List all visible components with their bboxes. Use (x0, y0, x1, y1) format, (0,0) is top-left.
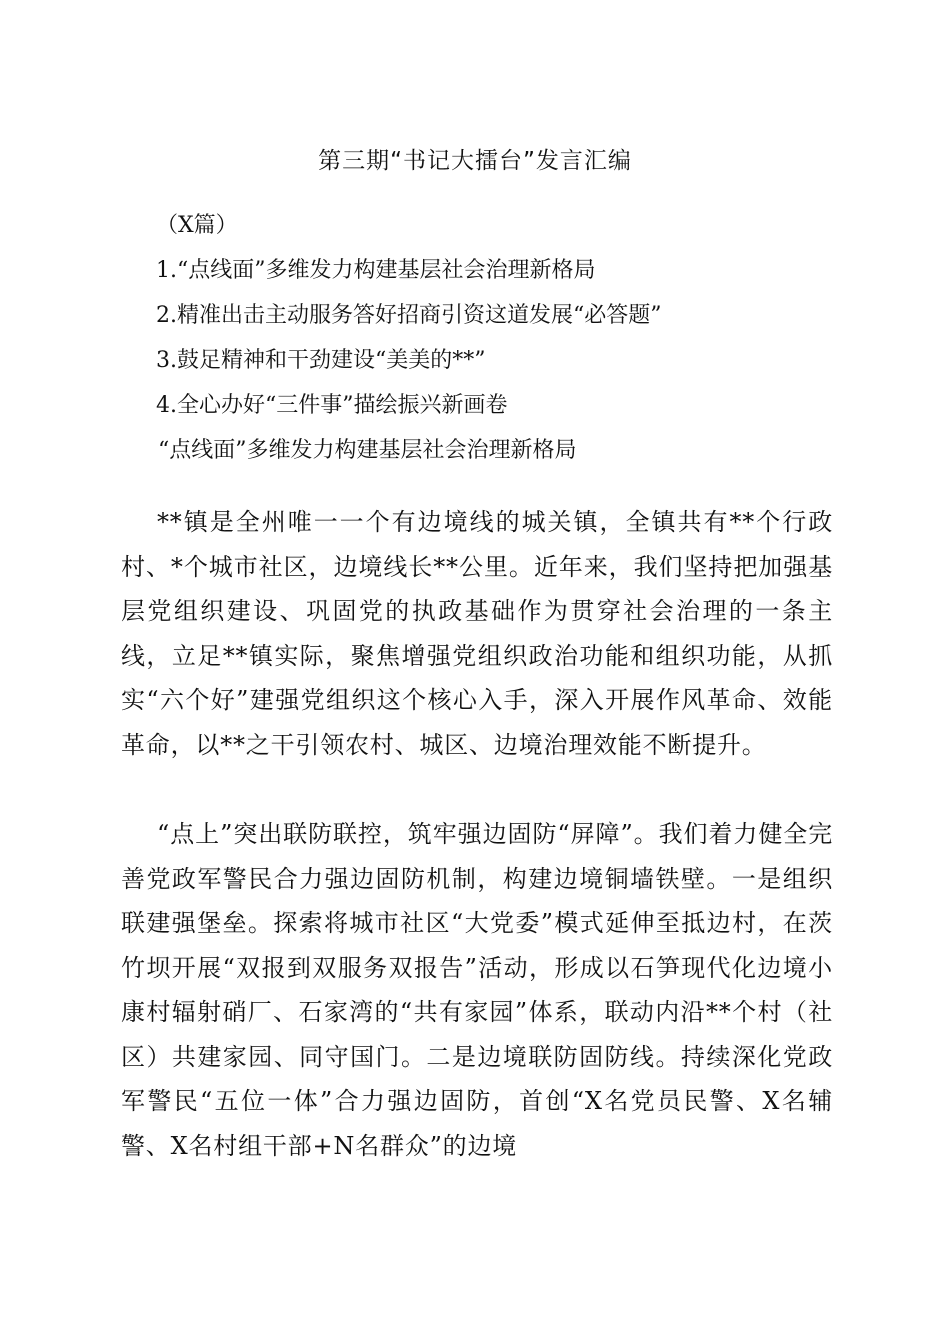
document-title: 第三期“书记大擂台”发言汇编 (318, 148, 632, 174)
section-title: “点线面”多维发力构建基层社会治理新格局 (158, 438, 577, 463)
toc-header: （X篇） (156, 213, 238, 238)
table-of-contents (121, 203, 841, 473)
toc-item: 2.精准出击主动服务答好招商引资这道发展“必答题” (156, 303, 662, 328)
body-paragraph: “点上”突出联防联控，筑牢强边固防“屏障”。我们着力健全完善党政军警民合力强边固防机制，构建边境铜墙铁壁。一是组织联建强堡垒。探索将城市社区“大党委”模式延伸至抵边村，在茨竹坝开展“双报到双服务双报告”活动，形成以石笋现代化边境小康村辐射硝厂、石家湾的“共有家园”体系，联动内沿**个村（社区）共建家园、同守国门。二是边境联防固防线。持续深化党政军警民“五位一体”合力强边固防，首创“X名党员民警、X名辅警、X名村组干部+N名群众”的边境 (121, 820, 833, 1160)
body-paragraph: **镇是全州唯一一个有边境线的城关镇，全镇共有**个行政村、*个城市社区，边境线长**公里。近年来，我们坚持把加强基层党组织建设、巩固党的执政基础作为贯穿社会治理的一条主线，立足**镇实际，聚焦增强党组织政治功能和组织功能，从抓实“六个好”建强党组织这个核心入手，深入开展作风革命、效能革命，以**之干引领农村、城区、边境治理效能不断提升。 (121, 508, 833, 759)
toc-item: 4.全心办好“三件事”描绘振兴新画卷 (156, 393, 508, 418)
toc-item: 3.鼓足精神和干劲建设“美美的**” (156, 348, 486, 373)
toc-item: 1.“点线面”多维发力构建基层社会治理新格局 (156, 258, 596, 283)
